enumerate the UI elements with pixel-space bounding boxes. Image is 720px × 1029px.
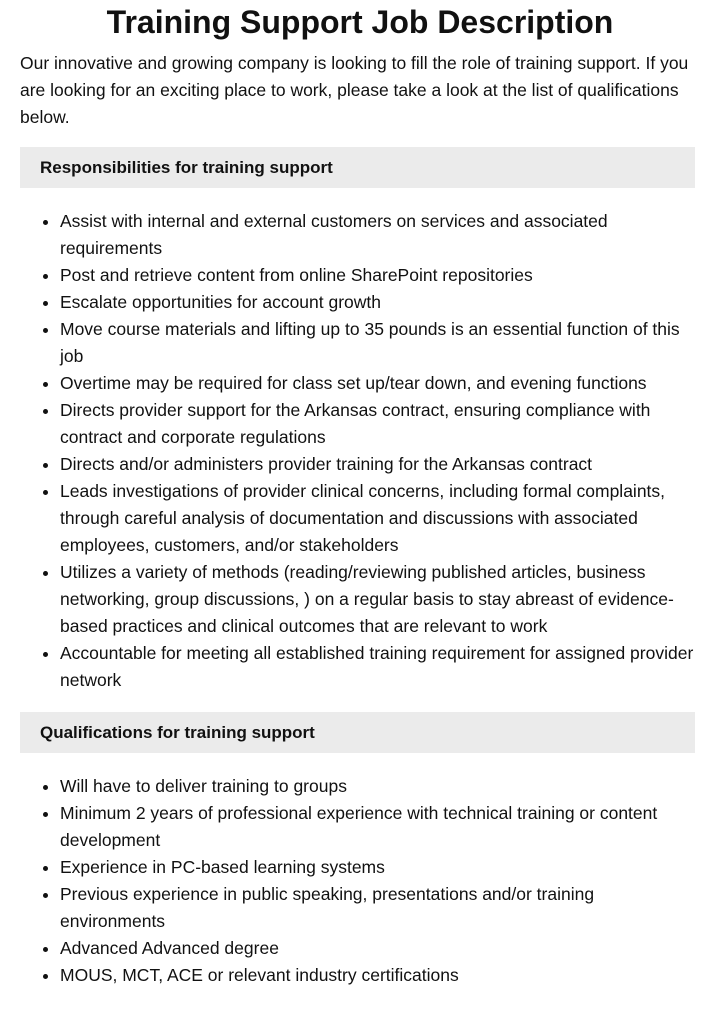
- list-item: • Advanced Advanced degree: [60, 935, 700, 962]
- list-item: • Assist with internal and external customers on services and associated requirements: [60, 208, 700, 262]
- qualifications-list: [0, 773, 700, 989]
- list-item: • Utilizes a variety of methods (reading/reviewing published articles, business networking, group discussions, ) on a regular basis to stay abreast of evidence-based practices and clinical outcomes that are relevant to work: [60, 559, 700, 640]
- responsibilities-heading: Responsibilities for training support: [20, 147, 695, 188]
- list-item: • Accountable for meeting all established training requirement for assigned provider network: [60, 640, 700, 694]
- list-item: • Experience in PC-based learning systems: [60, 854, 700, 881]
- list-item: • Leads investigations of provider clinical concerns, including formal complaints, through careful analysis of documentation and discussions with associated employees, customers, and/or stakeholders: [60, 478, 700, 559]
- qualifications-heading: Qualifications for training support: [20, 712, 695, 753]
- list-item: • Post and retrieve content from online SharePoint repositories: [60, 262, 700, 289]
- page-title: Training Support Job Description: [106, 4, 614, 40]
- list-item: • Minimum 2 years of professional experience with technical training or content development: [60, 800, 700, 854]
- list-item: • Escalate opportunities for account growth: [60, 289, 700, 316]
- list-item: • Directs and/or administers provider training for the Arkansas contract: [60, 451, 700, 478]
- list-item: • Move course materials and lifting up to 35 pounds is an essential function of this job: [60, 316, 700, 370]
- list-item: • MOUS, MCT, ACE or relevant industry certifications: [60, 962, 700, 989]
- list-item: • Directs provider support for the Arkansas contract, ensuring compliance with contract and corporate regulations: [60, 397, 700, 451]
- responsibilities-list: [0, 208, 700, 694]
- list-item: • Previous experience in public speaking, presentations and/or training environments: [60, 881, 700, 935]
- list-item: • Will have to deliver training to groups: [60, 773, 700, 800]
- intro-paragraph: Our innovative and growing company is looking to fill the role of training support. If you are looking for an exciting place to work, please take a look at the list of qualifications below.: [20, 53, 689, 127]
- list-item: • Overtime may be required for class set up/tear down, and evening functions: [60, 370, 700, 397]
